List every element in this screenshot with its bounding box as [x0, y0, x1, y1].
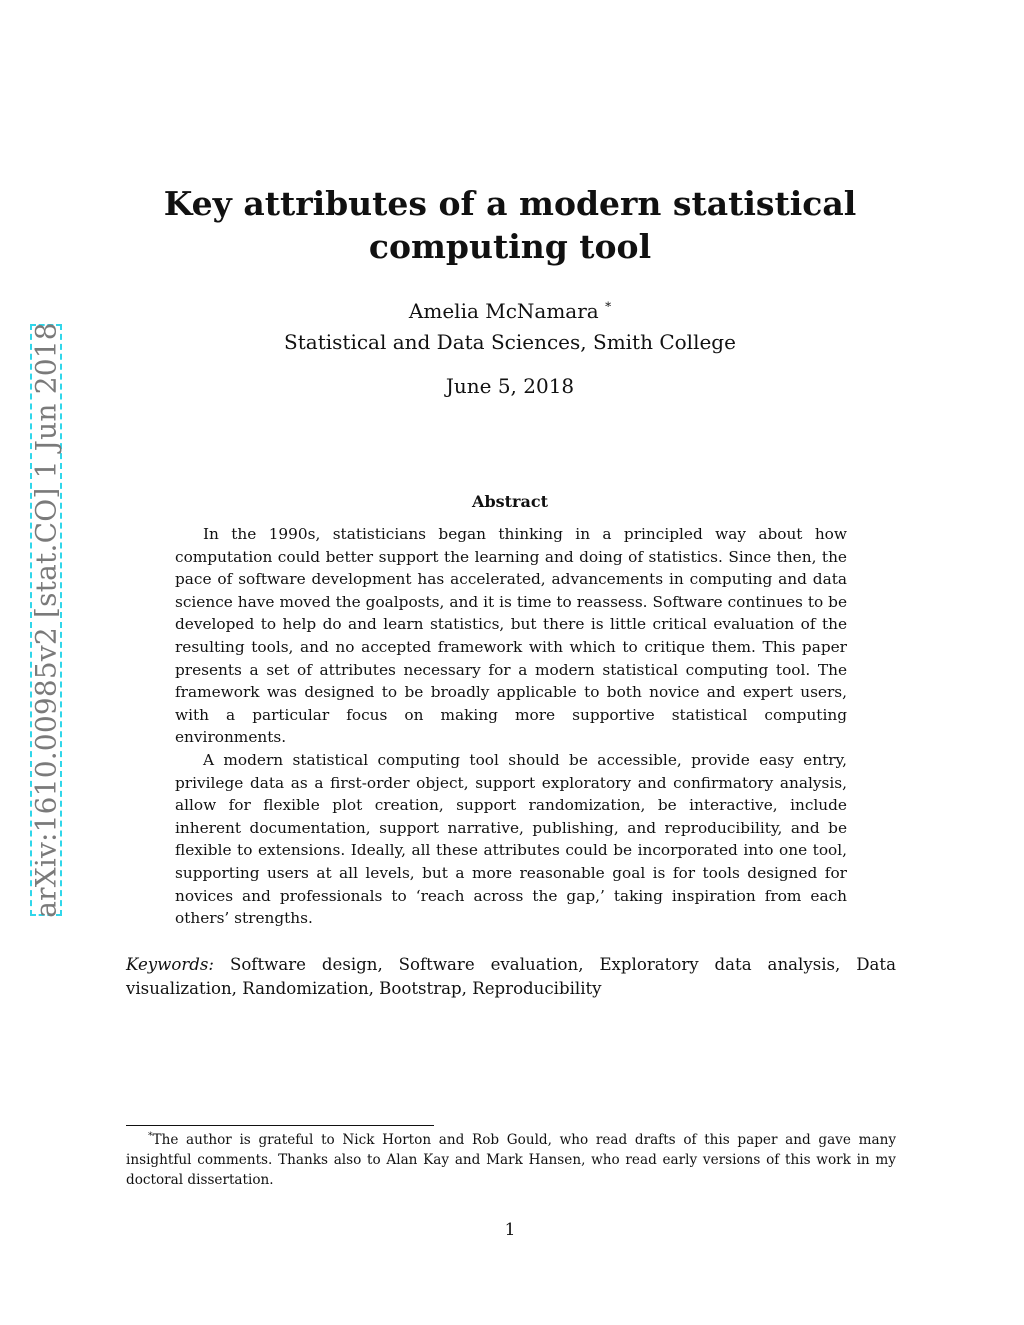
footnote-marker: *: [148, 1131, 153, 1142]
paper-title: [110, 182, 910, 268]
footnote-rule: [126, 1125, 434, 1126]
author-footnote-marker[interactable]: *: [605, 299, 612, 314]
keywords: [126, 953, 896, 1001]
author-name-line: [110, 296, 910, 327]
abstract-body: [175, 523, 847, 930]
keywords-text: Software design, Software evaluation, Exploratory data analysis, Data visualization, Randomization, Bootstrap, Reproducibility: [126, 955, 896, 998]
paper-date: June 5, 2018: [445, 374, 575, 398]
author-name: Amelia McNamara: [408, 299, 599, 323]
abstract-heading: Abstract: [472, 492, 548, 511]
footnote: [126, 1130, 896, 1190]
author-block: [110, 296, 910, 358]
keywords-label: Keywords:: [126, 955, 215, 974]
arxiv-stamp-text[interactable]: arXiv:1610.00985v2 [stat.CO] 1 Jun 2018: [29, 322, 63, 918]
author-affiliation: Statistical and Data Sciences, Smith College: [284, 330, 736, 354]
abstract-paragraph-1: In the 1990s, statisticians began thinking in a principled way about how computation could better support the learning and doing of statistics. Since then, the pace of software development has accelerated, advancements in computing and data science have moved the goalposts, and it is time to reassess. Software continues to be developed to help do and learn statistics, but there is little critical evaluation of the resulting tools, and no accepted framework with which to critique them. This paper presents a set of attributes necessary for a modern statistical computing tool. The framework was designed to be broadly applicable to both novice and expert users, with a particular focus on making more supportive statistical computing environments.: [175, 525, 847, 747]
arxiv-stamp[interactable]: [30, 324, 62, 916]
paper-title-line-2: computing tool: [368, 227, 652, 266]
abstract-paragraph-2: A modern statistical computing tool should be accessible, provide easy entry, privilege data as a first-order object, support exploratory and confirmatory analysis, allow for flexible plot creation, support randomization, be interactive, include inherent documentation, support narrative, publishing, and reproducibility, and be flexible to extensions. Ideally, all these attributes could be incorporated into one tool, supporting users at all levels, but a more reasonable goal is for tools designed for novices and professionals to ‘reach across the gap,’ taking inspiration from each others’ strengths.: [175, 750, 847, 928]
footnote-text: The author is grateful to Nick Horton and Rob Gould, who read drafts of this paper and gave many insightful comments. Thanks also to Alan Kay and Mark Hansen, who read early versions of this work in my doctoral dissertation.: [126, 1132, 896, 1188]
paper-title-line-1: Key attributes of a modern statistical: [163, 184, 857, 223]
page-number: 1: [504, 1220, 516, 1240]
